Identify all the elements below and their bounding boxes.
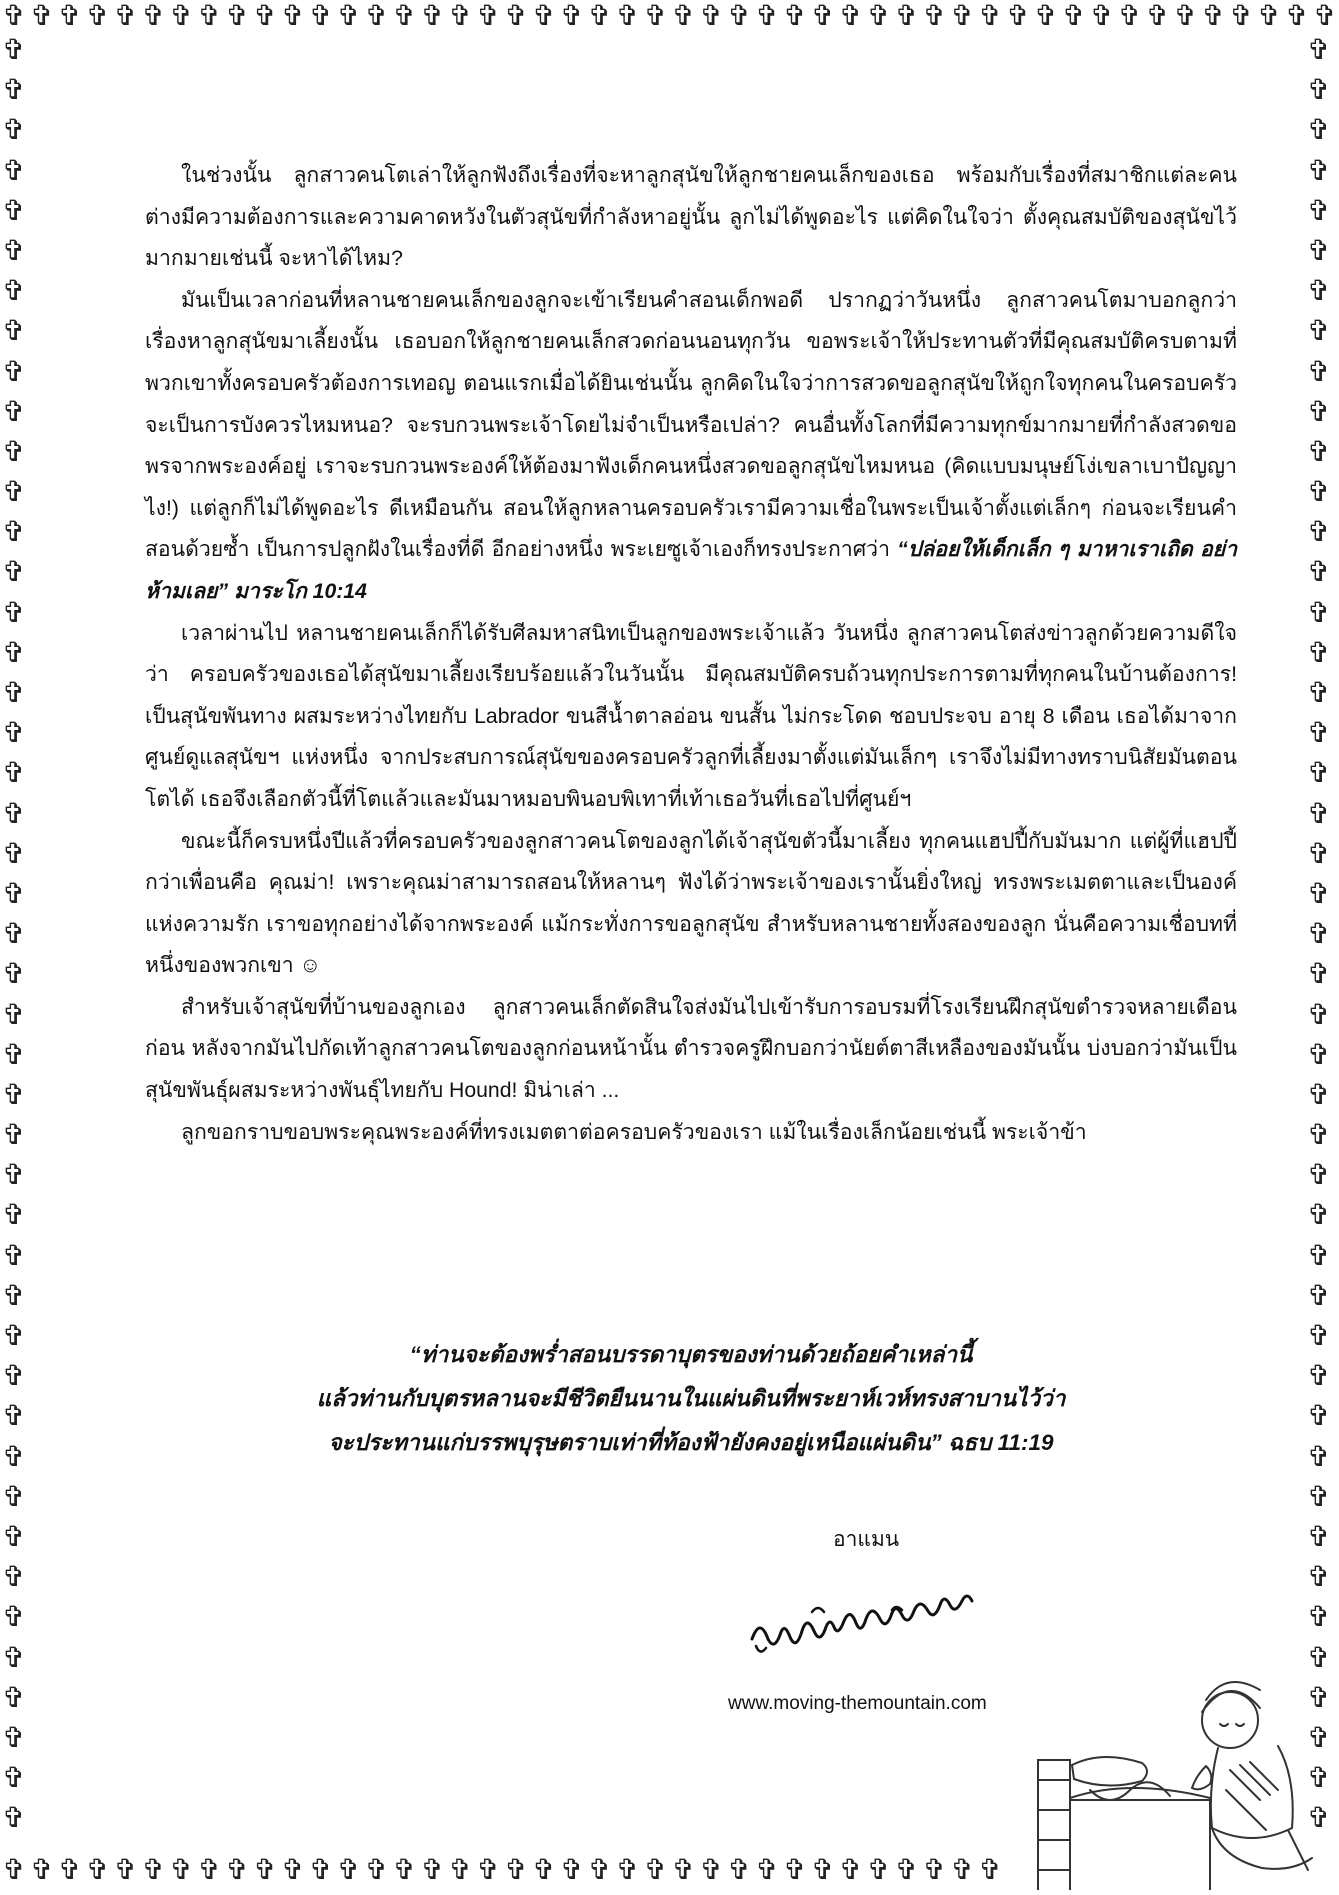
cross-icon: ✞ (811, 2, 835, 32)
cross-icon: ✞ (2, 595, 26, 629)
paragraph-5 (145, 987, 1237, 1112)
cross-icon: ✞ (1307, 36, 1331, 66)
cross-icon: ✞ (1307, 73, 1331, 107)
cross-icon: ✞ (169, 2, 194, 32)
cross-icon: ✞ (30, 1856, 54, 1886)
cross-icon: ✞ (504, 1856, 528, 1886)
cross-icon: ✞ (615, 2, 640, 32)
cross-icon: ✞ (1307, 1479, 1331, 1513)
cross-icon: ✞ (1307, 314, 1331, 348)
cross-icon: ✞ (504, 2, 528, 32)
cross-icon: ✞ (1307, 957, 1331, 991)
cross-icon: ✞ (253, 1856, 277, 1886)
cross-icon: ✞ (1307, 1720, 1331, 1754)
cross-icon: ✞ (560, 1856, 584, 1886)
cross-icon: ✞ (1307, 1680, 1331, 1714)
cross-icon: ✞ (420, 2, 445, 32)
cross-icon: ✞ (950, 2, 974, 32)
website-url: www.moving-themountain.com (728, 1693, 987, 1714)
cross-icon: ✞ (2, 1761, 26, 1795)
cross-icon: ✞ (2, 1037, 26, 1071)
cross-icon: ✞ (1307, 233, 1331, 267)
cross-icon: ✞ (2, 153, 26, 187)
cross-icon: ✞ (755, 1856, 779, 1886)
cross-icon: ✞ (281, 2, 305, 32)
paragraph-3 (145, 613, 1237, 821)
paragraph-4 (145, 821, 1237, 987)
cross-icon: ✞ (2, 1560, 26, 1594)
cross-icon: ✞ (420, 1856, 445, 1886)
cross-icon: ✞ (2, 2, 26, 32)
cross-icon: ✞ (2, 1720, 26, 1754)
cross-icon: ✞ (448, 1856, 472, 1886)
cross-icon: ✞ (85, 2, 110, 32)
cross-icon: ✞ (476, 2, 500, 32)
verse-line-1: “ท่านจะต้องพร่ำสอนบรรดาบุตรของท่านด้วยถ้อยคำเหล่านี้ (409, 1342, 973, 1367)
cross-icon: ✞ (1307, 876, 1331, 910)
cross-icon: ✞ (2, 1077, 26, 1111)
cross-icon: ✞ (113, 1856, 138, 1886)
verse-line-3: จะประทานแก่บรรพบุรุษตราบเท่าที่ท้องฟ้ายังคงอยู่เหนือแผ่นดิน” ฉธบ 11:19 (328, 1430, 1054, 1455)
cross-icon: ✞ (1257, 2, 1281, 32)
cross-icon: ✞ (2, 274, 26, 308)
cross-icon: ✞ (1307, 274, 1331, 308)
cross-icon: ✞ (2, 1399, 26, 1433)
cross-icon: ✞ (141, 2, 166, 32)
cross-icon: ✞ (699, 2, 723, 32)
cross-icon: ✞ (1307, 1801, 1331, 1835)
cross-icon: ✞ (2, 1439, 26, 1473)
border-top (0, 2, 1339, 36)
cross-icon: ✞ (1307, 354, 1331, 388)
cross-icon: ✞ (364, 2, 389, 32)
cross-icon: ✞ (169, 1856, 194, 1886)
cross-icon: ✞ (392, 1856, 417, 1886)
cross-icon: ✞ (2, 1640, 26, 1674)
paragraph-6 (145, 1112, 1237, 1154)
cross-icon: ✞ (225, 2, 249, 32)
cross-icon: ✞ (309, 1856, 333, 1886)
cross-icon: ✞ (1307, 1158, 1331, 1192)
cross-icon: ✞ (2, 475, 26, 509)
cross-icon: ✞ (1307, 796, 1331, 830)
cross-icon: ✞ (922, 2, 947, 32)
cross-icon: ✞ (783, 1856, 807, 1886)
cross-icon: ✞ (1307, 635, 1331, 669)
cross-icon: ✞ (978, 1856, 1002, 1886)
cross-icon: ✞ (727, 2, 751, 32)
cross-icon: ✞ (197, 2, 221, 32)
cross-icon: ✞ (838, 2, 863, 32)
paragraph-text: ลูกขอกราบขอบพระคุณพระองค์ที่ทรงเมตตาต่อครอบครัวของเรา แม้ในเรื่องเล็กน้อยเช่นนี้ พระเจ้าข้า (181, 1120, 1087, 1144)
cross-icon: ✞ (2, 233, 26, 267)
cross-icon: ✞ (336, 2, 361, 32)
cross-icon: ✞ (253, 2, 277, 32)
border-right (1307, 36, 1339, 1852)
cross-icon: ✞ (2, 1519, 26, 1553)
cross-icon: ✞ (1307, 1319, 1331, 1352)
cross-icon: ✞ (615, 1856, 640, 1886)
cross-icon: ✞ (476, 1856, 500, 1886)
cross-icon: ✞ (2, 997, 26, 1031)
cross-icon: ✞ (587, 2, 612, 32)
cross-icon: ✞ (2, 836, 26, 870)
cross-icon: ✞ (1307, 113, 1331, 147)
letter-body (145, 155, 1237, 1153)
cross-icon: ✞ (2, 676, 26, 709)
cross-icon: ✞ (922, 1856, 947, 1886)
cross-icon: ✞ (2, 394, 26, 428)
cross-icon: ✞ (2, 515, 26, 549)
cross-icon: ✞ (671, 1856, 696, 1886)
paragraph-1 (145, 155, 1237, 280)
cross-icon: ✞ (2, 555, 26, 589)
cross-icon: ✞ (85, 1856, 110, 1886)
cross-icon: ✞ (755, 2, 779, 32)
cross-icon: ✞ (364, 1856, 389, 1886)
handwritten-signature (742, 1594, 1042, 1664)
cross-icon: ✞ (2, 635, 26, 669)
cross-icon: ✞ (2, 1680, 26, 1714)
paragraph-text: เวลาผ่านไป หลานชายคนเล็กก็ได้รับศีลมหาสนิทเป็นลูกของพระเจ้าแล้ว วันหนึ่ง ลูกสาวคนโตส่งข่าวลูกด้วยความดีใจว่า ครอบครัวของเธอได้สุนัขมาเลี้ยงเรียบร้อยแล้วในวันนั้น มีคุณสมบัติครบถ้วนทุกประการตามที่ทุกคนในบ้านต้องการ! เป็นสุนัขพันทาง ผสมระหว่างไทยกับ Labrador ขนสีน้ำตาลอ่อน ขนสั้น ไม่กระโดด ชอบประจบ อายุ 8 เดือน เธอได้มาจากศูนย์ดูแลสุนัขฯ แห่งหนึ่ง จากประสบการณ์สุนัขของครอบครัวลูกที่เลี้ยงมาตั้งแต่มันเล็กๆ เราจึงไม่มีทางทราบนิสัยมันตอนโตได้ เธอจึงเลือกตัวนี้ที่โตแล้วและมันมาหมอบพินอบพิเทาที่เท้าเธอวันที่เธอไปที่ศูนย์ฯ (145, 621, 1237, 811)
cross-icon: ✞ (587, 1856, 612, 1886)
cross-icon: ✞ (1307, 1560, 1331, 1594)
cross-icon: ✞ (2, 716, 26, 750)
cross-icon: ✞ (2, 1600, 26, 1634)
cross-icon: ✞ (838, 1856, 863, 1886)
cross-icon: ✞ (30, 2, 54, 32)
cross-icon: ✞ (2, 1158, 26, 1192)
cross-icon: ✞ (197, 1856, 221, 1886)
cross-icon: ✞ (1307, 153, 1331, 187)
cross-icon: ✞ (1307, 1077, 1331, 1111)
amen-text: อาแมน (833, 1528, 900, 1551)
cross-icon: ✞ (2, 957, 26, 991)
cross-icon: ✞ (727, 1856, 751, 1886)
cross-icon: ✞ (1307, 1519, 1331, 1553)
cross-icon: ✞ (336, 1856, 361, 1886)
cross-icon: ✞ (1307, 394, 1331, 428)
cross-icon: ✞ (2, 73, 26, 107)
cross-icon: ✞ (950, 1856, 974, 1886)
cross-icon: ✞ (643, 1856, 668, 1886)
cross-icon: ✞ (1307, 1600, 1331, 1634)
cross-icon: ✞ (1307, 434, 1331, 468)
cross-icon: ✞ (141, 1856, 166, 1886)
cross-icon: ✞ (2, 1319, 26, 1352)
cross-icon: ✞ (2, 1479, 26, 1513)
cross-icon: ✞ (1307, 1278, 1331, 1312)
cross-icon: ✞ (1307, 1640, 1331, 1674)
cross-icon: ✞ (1307, 1439, 1331, 1473)
cross-icon: ✞ (2, 1238, 26, 1272)
cross-icon: ✞ (866, 2, 891, 32)
paragraph-text: สำหรับเจ้าสุนัขที่บ้านของลูกเอง ลูกสาวคนเล็กตัดสินใจส่งมันไปเข้ารับการอบรมที่โรงเรียนฝึกสุนัขตำรวจหลายเดือนก่อน หลังจากมันไปกัดเท้าลูกสาวคนโตของลูกก่อนหน้านั้น ตำรวจครูฝึกบอกว่านัยต์ตาสีเหลืองของมันนั้น บ่งบอกว่ามันเป็นสุนัขพันธุ์ผสมระหว่างพันธุ์ไทยกับ Hound! มิน่าเล่า ... (145, 995, 1237, 1103)
cross-icon: ✞ (1307, 515, 1331, 549)
cross-icon: ✞ (894, 1856, 919, 1886)
cross-icon: ✞ (1307, 1761, 1331, 1795)
cross-icon: ✞ (2, 1198, 26, 1232)
cross-icon: ✞ (1307, 997, 1331, 1031)
cross-icon: ✞ (699, 1856, 723, 1886)
cross-icon: ✞ (1307, 595, 1331, 629)
cross-icon: ✞ (811, 1856, 835, 1886)
cross-icon: ✞ (1117, 2, 1142, 32)
cross-icon: ✞ (1307, 1118, 1331, 1152)
cross-icon: ✞ (1145, 2, 1170, 32)
cross-icon: ✞ (1307, 193, 1331, 227)
cross-icon: ✞ (2, 113, 26, 147)
cross-icon: ✞ (532, 2, 556, 32)
cross-icon: ✞ (1229, 2, 1253, 32)
cross-icon: ✞ (2, 1359, 26, 1393)
praying-child-illustration (1030, 1640, 1316, 1890)
cross-icon: ✞ (1307, 1359, 1331, 1393)
cross-icon: ✞ (2, 193, 26, 227)
cross-icon: ✞ (2, 1118, 26, 1152)
cross-icon: ✞ (2, 1278, 26, 1312)
cross-icon: ✞ (1307, 716, 1331, 750)
cross-icon: ✞ (783, 2, 807, 32)
cross-icon: ✞ (1201, 2, 1225, 32)
border-left (2, 36, 36, 1852)
cross-icon: ✞ (2, 36, 26, 66)
paragraph-2 (145, 280, 1237, 613)
cross-icon: ✞ (113, 2, 138, 32)
cross-icon: ✞ (1034, 2, 1058, 32)
cross-icon: ✞ (57, 2, 82, 32)
cross-icon: ✞ (2, 434, 26, 468)
cross-icon: ✞ (1307, 475, 1331, 509)
cross-icon: ✞ (1307, 555, 1331, 589)
bible-quote-mark: “ปล่อยให้เด็กเล็ก ๆ มาหาเราเถิด อย่าห้ามเลย” มาระโก 10:14 (145, 538, 1237, 603)
cross-icon: ✞ (2, 756, 26, 790)
cross-icon: ✞ (978, 2, 1002, 32)
cross-icon: ✞ (1173, 2, 1198, 32)
cross-icon: ✞ (309, 2, 333, 32)
cross-icon: ✞ (643, 2, 668, 32)
closing-verse (145, 1333, 1237, 1465)
cross-icon: ✞ (1006, 2, 1030, 32)
cross-icon: ✞ (1062, 2, 1086, 32)
cross-icon: ✞ (1307, 917, 1331, 951)
cross-icon: ✞ (1285, 2, 1309, 32)
cross-icon: ✞ (2, 1856, 26, 1886)
cross-icon: ✞ (1307, 676, 1331, 709)
cross-icon: ✞ (1313, 2, 1337, 32)
cross-icon: ✞ (2, 354, 26, 388)
cross-icon: ✞ (57, 1856, 82, 1886)
cross-icon: ✞ (2, 876, 26, 910)
cross-icon: ✞ (448, 2, 472, 32)
cross-icon: ✞ (866, 1856, 891, 1886)
cross-icon: ✞ (1089, 2, 1114, 32)
cross-icon: ✞ (560, 2, 584, 32)
cross-icon: ✞ (2, 1801, 26, 1835)
border-bottom (0, 1856, 1030, 1890)
paragraph-text: ในช่วงนั้น ลูกสาวคนโตเล่าให้ลูกฟังถึงเรื่องที่จะหาลูกสุนัขให้ลูกชายคนเล็กของเธอ พร้อมกับเรื่องที่สมาชิกแต่ละคนต่างมีความต้องการและความคาดหวังในตัวสุนัขที่กำลังหาอยู่นั้น ลูกไม่ได้พูดอะไร แต่คิดในใจว่า ตั้งคุณสมบัติของสุนัขไว้มากมายเช่นนี้ จะหาได้ไหม? (145, 164, 1237, 271)
cross-icon: ✞ (2, 314, 26, 348)
cross-icon: ✞ (671, 2, 696, 32)
cross-icon: ✞ (894, 2, 919, 32)
cross-icon: ✞ (1307, 756, 1331, 790)
paragraph-text: มันเป็นเวลาก่อนที่หลานชายคนเล็กของลูกจะเข้าเรียนคำสอนเด็กพอดี ปรากฏว่าวันหนึ่ง ลูกสาวคนโตมาบอกลูกว่า เรื่องหาลูกสุนัขมาเลี้ยงนั้น เธอบอกให้ลูกชายคนเล็กสวดก่อนนอนทุกวัน ขอพระเจ้าให้ประทานตัวที่มีคุณสมบัติครบตามที่พวกเขาทั้งครอบครัวต้องการเทอญ ตอนแรกเมื่อได้ยินเช่นนั้น ลูกคิดในใจว่าการสวดขอลูกสุนัขให้ถูกใจทุกคนในครอบครัวจะเป็นการบังควรไหมหนอ? จะรบกวนพระเจ้าโดยไม่จำเป็นหรือเปล่า? คนอื่นทั้งโลกที่มีความทุกข์มากมายที่กำลังสวดขอพรจากพระองค์อยู่ เราจะรบกวนพระองค์ให้ต้องมาฟังเด็กคนหนึ่งสวดขอลูกสุนัขไหมหนอ (คิดแบบมนุษย์โง่เขลาเบาปัญญาไง!) แต่ลูกก็ไม่ได้พูดอะไร ดีเหมือนกัน สอนให้ลูกหลานครอบครัวเรามีความเชื่อในพระเป็นเจ้าตั้งแต่เล็กๆ ก่อนจะเรียนคำสอนด้วยซ้ำ เป็นการปลูกฝังในเรื่องที่ดี อีกอย่างหนึ่ง พระเยซูเจ้าเองก็ทรงประกาศว่า (145, 288, 1237, 562)
cross-icon: ✞ (392, 2, 417, 32)
paragraph-text: ขณะนี้ก็ครบหนึ่งปีแล้วที่ครอบครัวของลูกสาวคนโตของลูกได้เจ้าสุนัขตัวนี้มาเลี้ยง ทุกคนแฮปปี้กับมันมาก แต่ผู้ที่แฮปปี้กว่าเพื่อนคือ คุณม่า! เพราะคุณม่าสามารถสอนให้หลานๆ ฟังได้ว่าพระเจ้าของเรานั้นยิ่งใหญ่ ทรงพระเมตตาและเป็นองค์แห่งความรัก เราขอทุกอย่างได้จากพระองค์ แม้กระทั่งการขอลูกสุนัข สำหรับหลานชายทั้งสองของลูก นั่นคือความเชื่อบทที่หนึ่งของพวกเขา ☺ (145, 829, 1237, 978)
cross-icon: ✞ (2, 917, 26, 951)
cross-icon: ✞ (1307, 1238, 1331, 1272)
cross-icon: ✞ (2, 796, 26, 830)
verse-line-2: แล้วท่านกับบุตรหลานจะมีชีวิตยืนนานในแผ่นดินที่พระยาห์เวห์ทรงสาบานไว้ว่า (316, 1386, 1066, 1411)
cross-icon: ✞ (1307, 1198, 1331, 1232)
cross-icon: ✞ (281, 1856, 305, 1886)
cross-icon: ✞ (225, 1856, 249, 1886)
cross-icon: ✞ (1307, 1399, 1331, 1433)
cross-icon: ✞ (532, 1856, 556, 1886)
cross-icon: ✞ (1307, 836, 1331, 870)
cross-icon: ✞ (1307, 1037, 1331, 1071)
